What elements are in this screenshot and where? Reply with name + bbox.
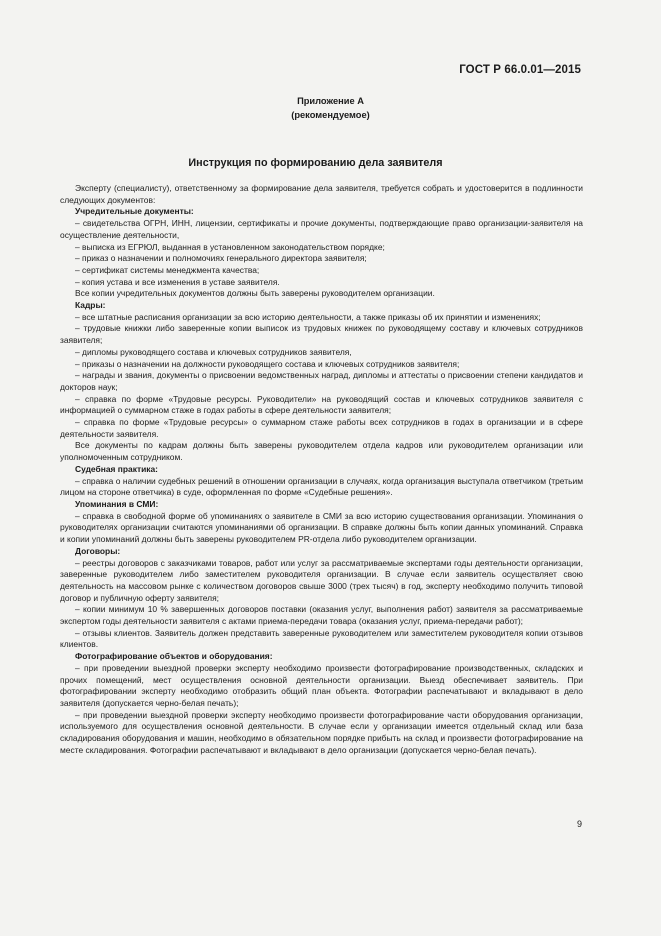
paragraph: Все документы по кадрам должны быть заверены руководителем отдела кадров или руководителем организации или уполномоченным сотрудником. [60, 440, 583, 463]
list-item: – при проведении выездной проверки эксперту необходимо произвести фотографирование производственных, складских и прочих помещений, мест осуществления основной деятельности организации. Выезд обеспечивает заявитель. При фотографировании эксперту необходимо отобразить общий план объекта. Фотографии распечатывают и вкладывают в дело заявителя (допускается черно-белая печать); [60, 662, 583, 708]
list-item: – приказ о назначении и полномочиях генерального директора заявителя; [75, 253, 367, 264]
section-heading: Фотографирование объектов и оборудования: [75, 651, 273, 662]
document-title: Инструкция по формированию дела заявителя [188, 157, 443, 169]
annex-note: (рекомендуемое) [291, 110, 370, 120]
list-item: – свидетельства ОГРН, ИНН, лицензии, сертификаты и прочие документы, подтверждающие право организации-заявителя на осуществление деятельности, [60, 218, 583, 240]
section-heading: Судебная практика: [75, 463, 158, 474]
list-item: – справка по форме «Трудовые ресурсы. Руководители» на руководящий состав и ключевых сотрудников заявителя с информацией о суммарном стаже в годах работы в сфере деятельности заявителя; [60, 393, 583, 416]
paragraph: Эксперту (специалисту), ответственному за формирование дела заявителя, требуется собрать и удостоверится в подлинности следующих документов: [60, 183, 583, 205]
annex-block [0, 94, 661, 122]
list-item: – реестры договоров с заказчиками товаров, работ или услуг за рассматриваемые экспертами годы деятельности организации, заверенные руководителем либо заместителем руководителя организации. В случае если заявитель осуществляет свою деятельность на массовом рынке с количеством договоров свыше 3000 (трех тысяч) в год, эксперту необходимо получить типовой договор и публичную оферту заявителя; [60, 557, 583, 603]
document-body [60, 183, 583, 756]
list-item: – выписка из ЕГРЮЛ, выданная в установленном законодательством порядке; [75, 241, 385, 252]
list-item: – при проведении выездной проверки эксперту необходимо произвести фотографирование части оборудования организации, используемого для осуществления основной деятельности. В случае если у организации имеется отдельный склад или база складирования оборудования и машин, необходимо в обязательном порядке прибыть на склад и произвести фотографирование на месте складирования. Фотографии распечатывают и вкладывают в дело организации (допускается черно-белая печать). [60, 709, 583, 755]
list-item: – приказы о назначении на должности руководящего состава и ключевых сотрудников заявителя; [75, 358, 460, 369]
list-item: – справка в свободной форме об упоминаниях о заявителе в СМИ за всю историю существования организации. Упоминания о руководителях организации считаются упоминаниями об организации. В справке должны быть копии данных упоминаний. Справка и копии упоминаний должны быть заверены руководителем PR-отдела либо руководителем организации. [60, 510, 583, 545]
list-item: – трудовые книжки либо заверенные копии выписок из трудовых книжек по руководящему составу и ключевых сотрудников заявителя; [60, 323, 583, 346]
list-item: – сертификат системы менеджмента качества; [75, 264, 260, 275]
list-item: – копии минимум 10 % завершенных договоров поставки (оказания услуг, выполнения работ) заявителя за рассматриваемые экспертом годы деятельности заявителя с актами приема-передачи товара (оказания услуг, приема-передачи работ); [60, 604, 583, 627]
list-item: – копия устава и все изменения в уставе заявителя. [75, 276, 280, 287]
section-heading: Кадры: [75, 300, 106, 311]
paragraph: Все копии учредительных документов должны быть заверены руководителем организации. [75, 288, 435, 299]
list-item: – отзывы клиентов. Заявитель должен представить заверенные руководителем или заместителем руководителя копии отзывов клиентов. [60, 627, 583, 650]
section-heading: Упоминания в СМИ: [75, 498, 159, 509]
annex-title: Приложение А [297, 96, 364, 106]
standard-header: ГОСТ Р 66.0.01—2015 [459, 64, 581, 76]
list-item: – справка по форме «Трудовые ресурсы» о суммарном стаже работы всех сотрудников в годах в организации и в сфере деятельности заявителя. [60, 417, 583, 439]
page-number: 9 [576, 819, 582, 829]
list-item: – награды и звания, документы о присвоении ведомственных наград, дипломы и аттестаты о присвоении степени кандидатов и докторов наук; [60, 370, 583, 392]
list-item: – дипломы руководящего состава и ключевых сотрудников заявителя, [75, 346, 352, 357]
list-item: – справка о наличии судебных решений в отношении организации в случаях, когда организация выступала ответчиком (третьим лицом на стороне ответчика) в суде, оформленная по форме «Судебные решения». [60, 475, 583, 498]
list-item: – все штатные расписания организации за всю историю деятельности, а также приказы об их принятии и изменениях; [75, 311, 541, 322]
section-heading: Учредительные документы: [75, 206, 194, 217]
section-heading: Договоры: [75, 545, 121, 556]
